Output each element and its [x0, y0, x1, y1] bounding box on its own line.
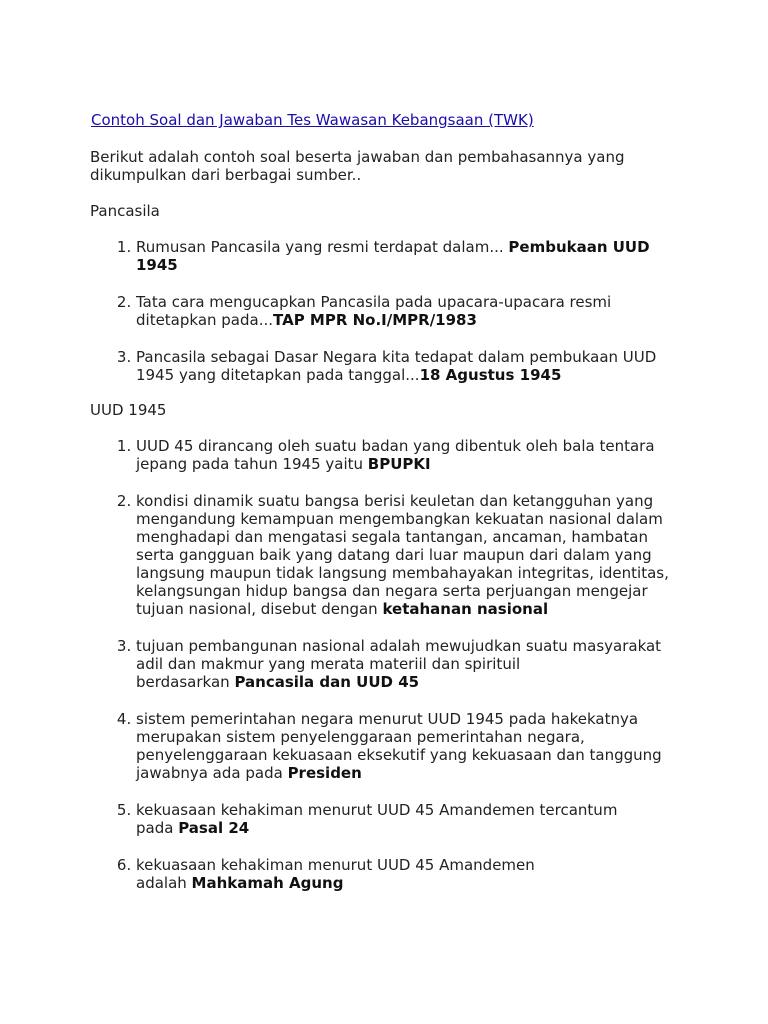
- page-title-link[interactable]: Contoh Soal dan Jawaban Tes Wawasan Kebangsaan (TWK): [91, 111, 534, 129]
- answer-text: TAP MPR No.I/MPR/1983: [273, 311, 477, 329]
- question-item: [136, 238, 736, 274]
- section-heading-pancasila: Pancasila: [90, 202, 160, 220]
- answer-text: 18 Agustus 1945: [419, 366, 562, 384]
- question-text: 1945 yang ditetapkan pada tanggal...: [136, 366, 420, 384]
- question-text: sistem pemerintahan negara menurut UUD 1945 pada hakekatnya: [136, 710, 639, 728]
- question-text: kekuasaan kehakiman menurut UUD 45 Amandemen: [136, 856, 535, 874]
- question-item: [136, 856, 736, 892]
- answer-text: Presiden: [287, 764, 362, 782]
- question-text: UUD 45 dirancang oleh suatu badan yang dibentuk oleh bala tentara: [136, 437, 655, 455]
- question-list-uud-1945: [90, 437, 736, 911]
- question-item: [136, 801, 736, 837]
- question-item: [136, 637, 736, 691]
- question-text: tujuan nasional, disebut dengan: [136, 600, 383, 618]
- intro-line: dikumpulkan dari berbagai sumber..: [90, 166, 362, 184]
- answer-text: ketahanan nasional: [382, 600, 549, 618]
- intro-paragraph: [90, 148, 690, 184]
- question-item: [136, 348, 736, 384]
- question-text: Pancasila sebagai Dasar Negara kita tedapat dalam pembukaan UUD: [136, 348, 657, 366]
- question-text: merupakan sistem penyelenggaraan pemerintahan negara,: [136, 728, 585, 746]
- answer-text: 1945: [136, 256, 178, 274]
- answer-text: Pancasila dan UUD 45: [234, 673, 420, 691]
- question-item: [136, 293, 736, 329]
- answer-text: Mahkamah Agung: [191, 874, 344, 892]
- question-text: penyelenggaraan kekuasaan eksekutif yang kekuasaan dan tanggung: [136, 746, 662, 764]
- question-text: pada: [136, 819, 179, 837]
- question-item: [136, 710, 736, 782]
- question-text: berdasarkan: [136, 673, 235, 691]
- question-text: Tata cara mengucapkan Pancasila pada upacara-upacara resmi: [136, 293, 612, 311]
- question-text: ditetapkan pada...: [136, 311, 274, 329]
- answer-text: Pembukaan UUD: [508, 238, 650, 256]
- question-text: tujuan pembangunan nasional adalah mewujudkan suatu masyarakat: [136, 637, 662, 655]
- section-heading-uud-1945: UUD 1945: [90, 401, 167, 419]
- question-item: [136, 492, 736, 618]
- question-text: Rumusan Pancasila yang resmi terdapat dalam...: [136, 238, 509, 256]
- question-item: [136, 437, 736, 473]
- question-text: jepang pada tahun 1945 yaitu: [136, 455, 368, 473]
- answer-text: BPUPKI: [367, 455, 431, 473]
- question-text: jawabnya ada pada: [136, 764, 288, 782]
- question-text: kelangsungan hidup bangsa dan negara serta perjuangan mengejar: [136, 582, 648, 600]
- intro-line: Berikut adalah contoh soal beserta jawaban dan pembahasannya yang: [90, 148, 625, 166]
- question-text: adil dan makmur yang merata materiil dan spirituil: [136, 655, 521, 673]
- question-text: mengandung kemampuan mengembangkan kekuatan nasional dalam: [136, 510, 663, 528]
- question-text: serta gangguan baik yang datang dari luar maupun dari dalam yang: [136, 546, 652, 564]
- question-text: menghadapi dan mengatasi segala tantangan, ancaman, hambatan: [136, 528, 648, 546]
- answer-text: Pasal 24: [178, 819, 250, 837]
- question-text: kondisi dinamik suatu bangsa berisi keuletan dan ketangguhan yang: [136, 492, 654, 510]
- question-text: adalah: [136, 874, 192, 892]
- question-list-pancasila: [90, 238, 736, 403]
- question-text: kekuasaan kehakiman menurut UUD 45 Amandemen tercantum: [136, 801, 618, 819]
- question-text: langsung maupun tidak langsung membahayakan integritas, identitas,: [136, 564, 669, 582]
